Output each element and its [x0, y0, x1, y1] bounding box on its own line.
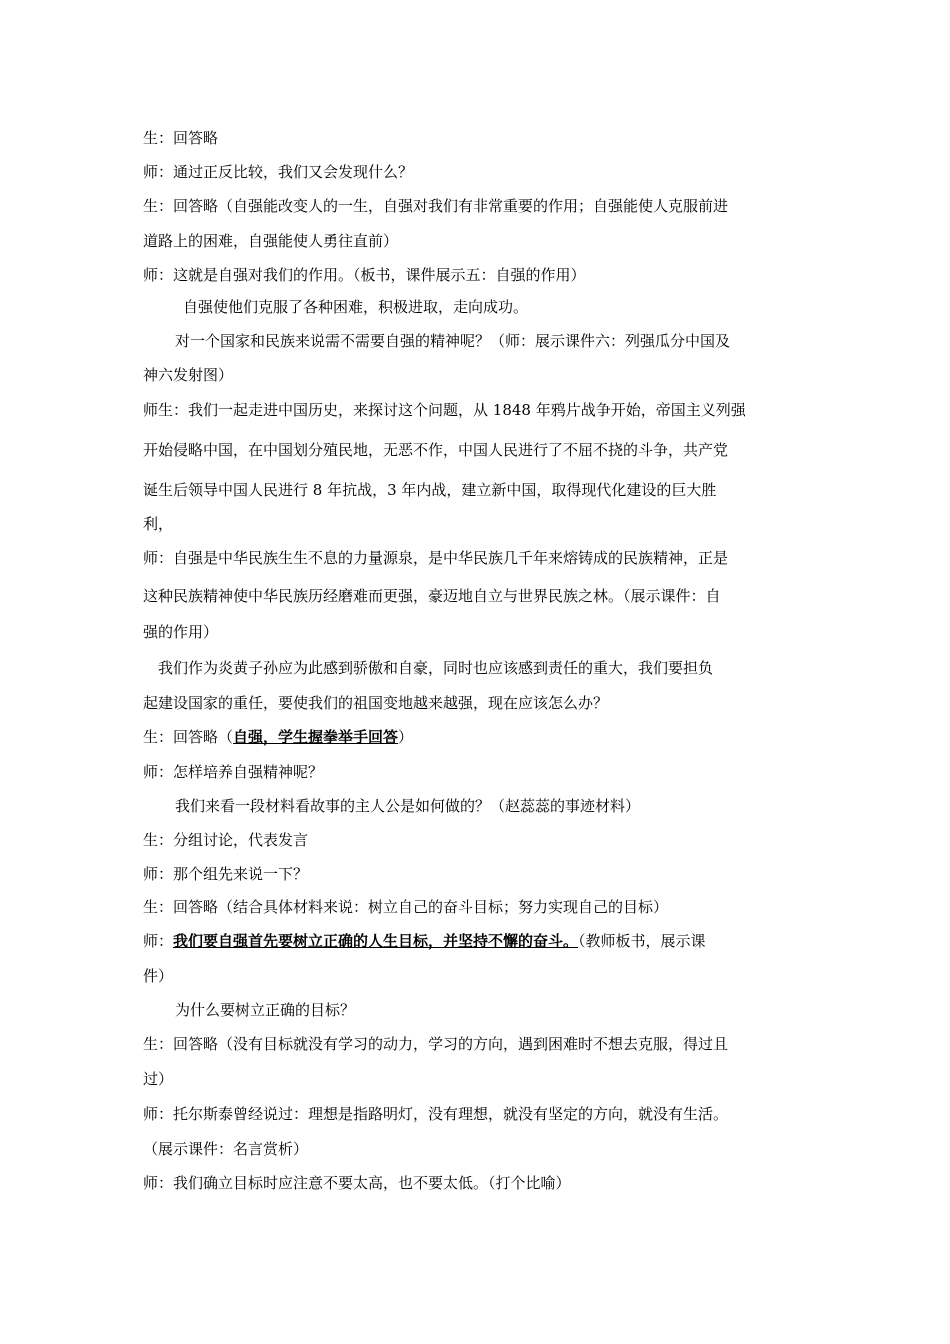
text-line: 我们作为炎黄子孙应为此感到骄傲和自豪，同时也应该感到责任的重大，我们要担负 — [158, 659, 714, 677]
text-line: 师：那个组先来说一下？ — [143, 865, 309, 883]
text-line: 师：我们要自强首先要树立正确的人生目标，并坚持不懈的奋斗。（教师板书，展示课 — [143, 932, 706, 950]
text-line: 师：通过正反比较，我们又会发现什么？ — [143, 163, 414, 181]
text-line: 神六发射图） — [143, 366, 234, 384]
text-line: 师生：我们一起走进中国历史，来探讨这个问题，从 1848 年鸦片战争开始，帝国主义列强 — [143, 401, 746, 419]
text-line: 生：分组讨论，代表发言 — [143, 831, 309, 849]
text-line: 利， — [143, 515, 174, 533]
text-line: 对一个国家和民族来说需不需要自强的精神呢？（师：展示课件六：列强瓜分中国及 — [175, 332, 731, 350]
text-line: 师：托尔斯泰曾经说过：理想是指路明灯，没有理想，就没有坚定的方向，就没有生活。 — [143, 1105, 729, 1123]
text-line: 师：怎样培养自强精神呢？ — [143, 763, 324, 781]
text-line: 过） — [143, 1070, 174, 1088]
text-line: 生：回答略（自强，学生握拳举手回答） — [143, 728, 414, 746]
text-line: 为什么要树立正确的目标？ — [175, 1001, 356, 1019]
text-line: 起建设国家的重任，要使我们的祖国变地越来越强，现在应该怎么办？ — [143, 694, 609, 712]
text-line: 强的作用） — [143, 623, 219, 641]
text-line: 自强使他们克服了各种困难，积极进取，走向成功。 — [183, 298, 529, 316]
text-line: 生：回答略（没有目标就没有学习的动力，学习的方向，遇到困难时不想去克服，得过且 — [143, 1035, 729, 1053]
emphasized-text: 我们要自强首先要树立正确的人生目标，并坚持不懈的奋斗。 — [173, 932, 579, 950]
text-line: 生：回答略 — [143, 129, 219, 147]
text-line: 道路上的困难，自强能使人勇往直前） — [143, 232, 399, 250]
text-line: （展示课件：名言赏析） — [143, 1140, 309, 1158]
text-line: 师：这就是自强对我们的作用。（板书，课件展示五：自强的作用） — [143, 266, 586, 284]
text-line: 诞生后领导中国人民进行 8 年抗战，3 年内战，建立新中国，取得现代化建设的巨大胜 — [143, 481, 717, 499]
text-line: 生：回答略（自强能改变人的一生，自强对我们有非常重要的作用；自强能使人克服前进 — [143, 197, 729, 215]
text-line: 师：我们确立目标时应注意不要太高，也不要太低。（打个比喻） — [143, 1174, 571, 1192]
text-line: 件） — [143, 967, 174, 985]
text-line: 我们来看一段材料看故事的主人公是如何做的？（赵蕊蕊的事迹材料） — [175, 797, 641, 815]
text-line: 师：自强是中华民族生生不息的力量源泉，是中华民族几千年来熔铸成的民族精神，正是 — [143, 549, 729, 567]
text-line: 这种民族精神使中华民族历经磨难而更强，豪迈地自立与世界民族之林。（展示课件：自 — [143, 587, 721, 605]
text-line: 开始侵略中国，在中国划分殖民地，无恶不作，中国人民进行了不屈不挠的斗争，共产党 — [143, 441, 729, 459]
emphasized-text: 自强，学生握拳举手回答 — [233, 728, 399, 746]
text-line: 生：回答略（结合具体材料来说：树立自己的奋斗目标；努力实现自己的目标） — [143, 898, 669, 916]
